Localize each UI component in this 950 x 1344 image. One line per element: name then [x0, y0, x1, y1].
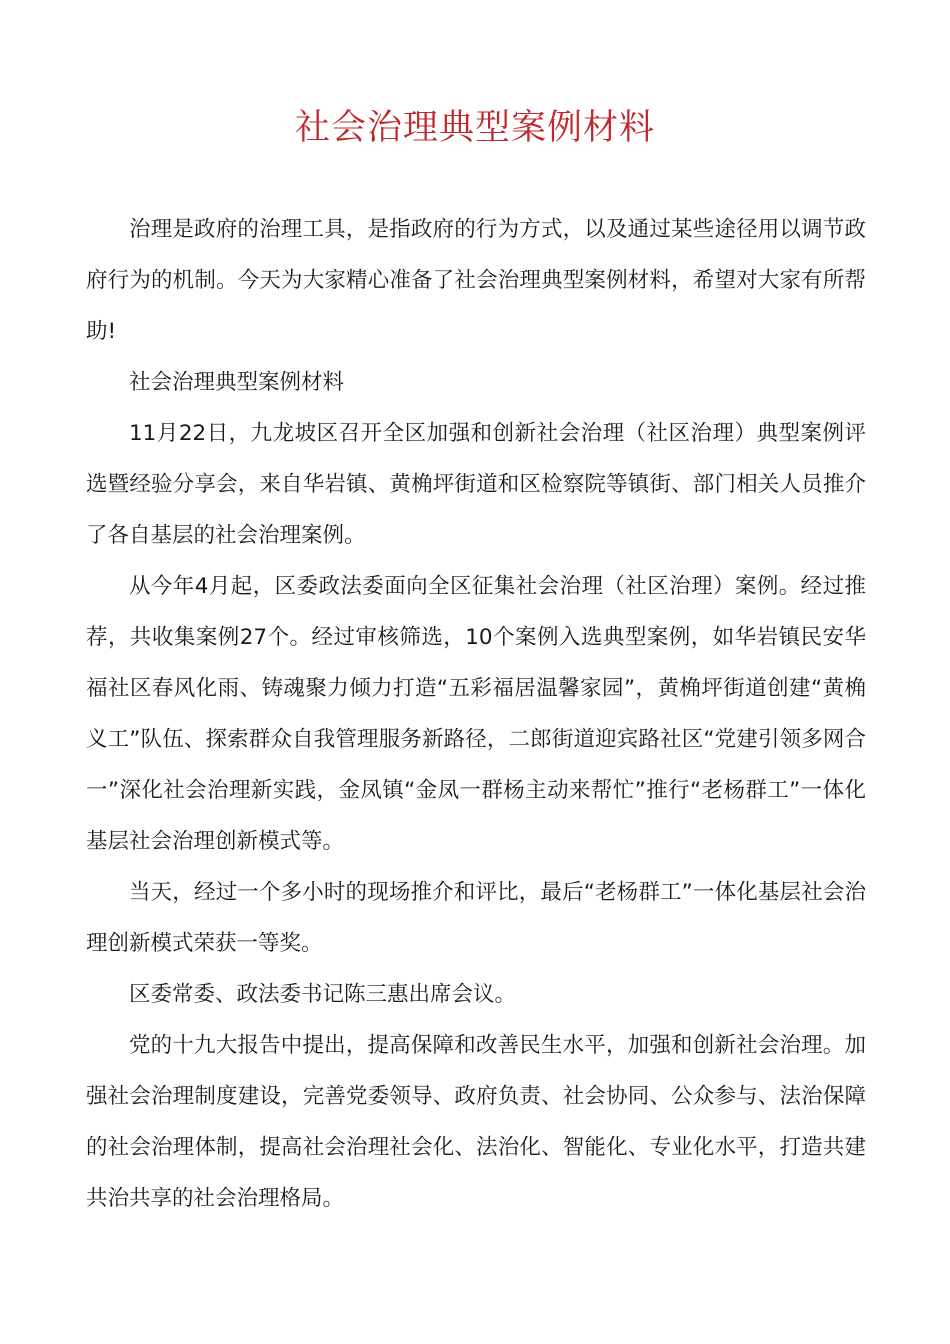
paragraph-policy: 党的十九大报告中提出，提高保障和改善民生水平，加强和创新社会治理。加强社会治理制度建设，完善党委领导、政府负责、社会协同、公众参与、法治保障的社会治理体制，提高社会治理社会化、法治化、智能化、专业化水平，打造共建共治共享的社会治理格局。: [86, 1033, 866, 1211]
paragraph-subtitle: 社会治理典型案例材料: [129, 370, 345, 395]
document-body: [86, 204, 866, 1224]
paragraph-event: 11月22日，九龙坡区召开全区加强和创新社会治理（社区治理）典型案例评选暨经验分享会，来自华岩镇、黄桷坪街道和区检察院等镇街、部门相关人员推介了各自基层的社会治理案例。: [86, 421, 866, 548]
document-title: 社会治理典型案例材料: [294, 108, 655, 148]
paragraph-intro: 治理是政府的治理工具，是指政府的行为方式，以及通过某些途径用以调节政府行为的机制。今天为大家精心准备了社会治理典型案例材料，希望对大家有所帮助!: [86, 217, 866, 344]
paragraph-award: 当天，经过一个多小时的现场推介和评比，最后“老杨群工”一体化基层社会治理创新模式荣获一等奖。: [86, 880, 866, 956]
paragraph-attendance: 区委常委、政法委书记陈三惠出席会议。: [129, 982, 517, 1007]
paragraph-cases: 从今年4月起，区委政法委面向全区征集社会治理（社区治理）案例。经过推荐，共收集案例27个。经过审核筛选，10个案例入选典型案例，如华岩镇民安华福社区春风化雨、铸魂聚力倾力打造“五彩福居温馨家园”，黄桷坪街道创建“黄桷义工”队伍、探索群众自我管理服务新路径，二郎街道迎宾路社区“党建引领多网合一”深化社会治理新实践，金凤镇“金凤一群杨主动来帮忙”推行“老杨群工”一体化基层社会治理创新模式等。: [86, 574, 866, 854]
